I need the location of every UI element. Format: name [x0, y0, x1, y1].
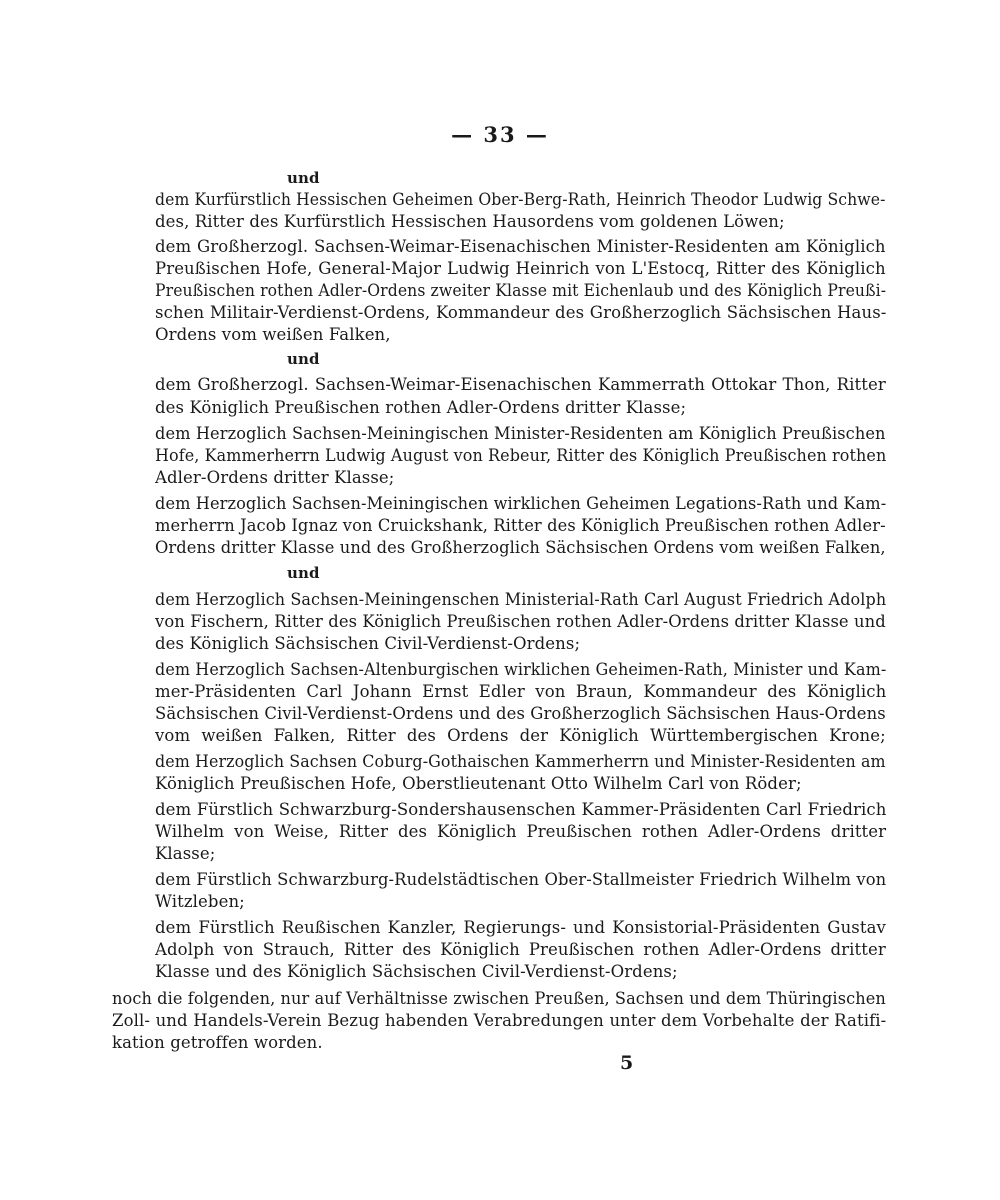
- text-line: Klasse und des Königlich Sächsischen Civil-Verdienst-Ordens;: [155, 962, 678, 981]
- text-line: merherrn Jacob Ignaz von Cruickshank, Ritter des Königlich Preußischen rothen Adler-: [155, 516, 886, 535]
- text-line: Preußischen Hofe, General-Major Ludwig Heinrich von L'Estocq, Ritter des Königlich: [155, 259, 886, 278]
- text-line: dem Herzoglich Sachsen-Meiningenschen Ministerial-Rath Carl August Friedrich Adolph: [155, 590, 887, 609]
- text-line: dem Herzoglich Sachsen-Meiningischen wirklichen Geheimen Legations-Rath und Kam-: [155, 494, 887, 513]
- text-line: dem Kurfürstlich Hessischen Geheimen Ober-Berg-Rath, Heinrich Theodor Ludwig Schwe-: [155, 190, 886, 209]
- text-line: des, Ritter des Kurfürstlich Hessischen Hausordens vom goldenen Löwen;: [155, 212, 785, 231]
- text-line: Ordens vom weißen Falken,: [155, 325, 391, 344]
- text-line: kation getroffen worden.: [112, 1033, 323, 1052]
- text-line: und: [287, 169, 320, 187]
- text-line: des Königlich Sächsischen Civil-Verdienst-Ordens;: [155, 634, 581, 653]
- text-line: Adolph von Strauch, Ritter des Königlich Preußischen rothen Adler-Ordens dritter: [155, 940, 886, 959]
- page-number-header: — 33 —: [451, 122, 549, 147]
- text-line: dem Herzoglich Sachsen Coburg-Gothaischen Kammerherrn und Minister-Residenten am: [155, 752, 886, 771]
- text-line: Witzleben;: [155, 892, 245, 911]
- text-line: und: [287, 564, 320, 582]
- text-line: Adler-Ordens dritter Klasse;: [155, 468, 395, 487]
- text-line: Zoll- und Handels-Verein Bezug habenden Verabredungen unter dem Vorbehalte der Ratifi-: [112, 1011, 887, 1030]
- text-line: schen Militair-Verdienst-Ordens, Kommandeur des Großherzoglich Sächsischen Haus-: [155, 303, 887, 322]
- text-line: Preußischen rothen Adler-Ordens zweiter Klasse mit Eichenlaub und des Königlich Preußi-: [155, 281, 887, 300]
- text-line: des Königlich Preußischen rothen Adler-Ordens dritter Klasse;: [155, 398, 687, 417]
- text-line: dem Herzoglich Sachsen-Altenburgischen wirklichen Geheimen-Rath, Minister und Kam-: [155, 660, 887, 679]
- text-line: dem Fürstlich Schwarzburg-Sondershausenschen Kammer-Präsidenten Carl Friedrich: [155, 800, 887, 819]
- text-line: mer-Präsidenten Carl Johann Ernst Edler von Braun, Kommandeur des Königlich: [155, 682, 887, 701]
- text-line: Sächsischen Civil-Verdienst-Ordens und des Großherzoglich Sächsischen Haus-Ordens: [155, 704, 886, 723]
- text-line: Ordens dritter Klasse und des Großherzoglich Sächsischen Ordens vom weißen Falken,: [155, 538, 886, 557]
- text-line: dem Großherzogl. Sachsen-Weimar-Eisenachischen Minister-Residenten am Königlich: [155, 237, 886, 256]
- text-line: vom weißen Falken, Ritter des Ordens der Königlich Württembergischen Krone;: [155, 726, 886, 745]
- text-line: Hofe, Kammerherrn Ludwig August von Rebeur, Ritter des Königlich Preußischen rothen: [155, 446, 887, 465]
- text-line: dem Fürstlich Reußischen Kanzler, Regierungs- und Konsistorial-Präsidenten Gustav: [155, 918, 886, 937]
- text-line: und: [287, 350, 320, 368]
- text-line: Klasse;: [155, 844, 216, 863]
- text-line: Wilhelm von Weise, Ritter des Königlich Preußischen rothen Adler-Ordens dritter: [155, 822, 887, 841]
- text-line: Königlich Preußischen Hofe, Oberstlieutenant Otto Wilhelm Carl von Röder;: [155, 774, 802, 793]
- text-line: dem Fürstlich Schwarzburg-Rudelstädtischen Ober-Stallmeister Friedrich Wilhelm von: [155, 870, 887, 889]
- text-line: dem Großherzogl. Sachsen-Weimar-Eisenachischen Kammerrath Ottokar Thon, Ritter: [155, 375, 886, 394]
- signature-mark: 5: [620, 1052, 634, 1074]
- text-line: dem Herzoglich Sachsen-Meiningischen Minister-Residenten am Königlich Preußischen: [155, 424, 886, 443]
- text-line: noch die folgenden, nur auf Verhältnisse zwischen Preußen, Sachsen und dem Thüringischen: [112, 989, 886, 1008]
- text-line: von Fischern, Ritter des Königlich Preußischen rothen Adler-Ordens dritter Klasse und: [155, 612, 886, 631]
